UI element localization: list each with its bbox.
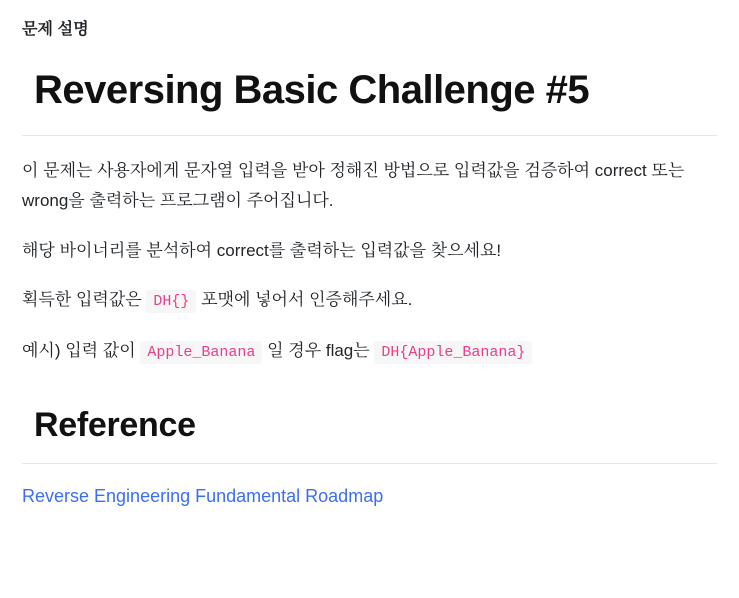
page-title: Reversing Basic Challenge #5 (34, 68, 590, 112)
paragraph-2 (22, 236, 717, 266)
reference-link-roadmap[interactable]: Reverse Engineering Fundamental Roadmap (22, 485, 384, 506)
title-divider (22, 135, 717, 136)
paragraph-1-text: 이 문제는 사용자에게 문자열 입력을 받아 정해진 방법으로 입력값을 검증하여 correct 또는 wrong을 출력하는 프로그램이 주어집니다. (22, 161, 685, 210)
paragraph-3-text-after: 포맷에 넣어서 인증해주세요. (196, 290, 413, 310)
flag-format-code: DH{} (146, 290, 196, 313)
paragraph-4-text-1: 예시) 입력 값이 (22, 340, 141, 360)
section-label: 문제 설명 (22, 21, 89, 38)
example-flag-code: DH{Apple_Banana} (374, 341, 532, 364)
reference-divider (22, 463, 717, 464)
paragraph-2-text: 해당 바이너리를 분석하여 correct를 출력하는 입력값을 찾으세요! (22, 240, 502, 260)
reference-heading: Reference (34, 405, 196, 444)
paragraph-1 (22, 156, 717, 216)
paragraph-3 (22, 285, 717, 315)
paragraph-3-text-before: 획득한 입력값은 (22, 290, 147, 310)
paragraph-4-text-2: 일 경우 flag는 (262, 340, 375, 360)
paragraph-4 (22, 336, 717, 366)
example-input-code: Apple_Banana (140, 341, 262, 364)
